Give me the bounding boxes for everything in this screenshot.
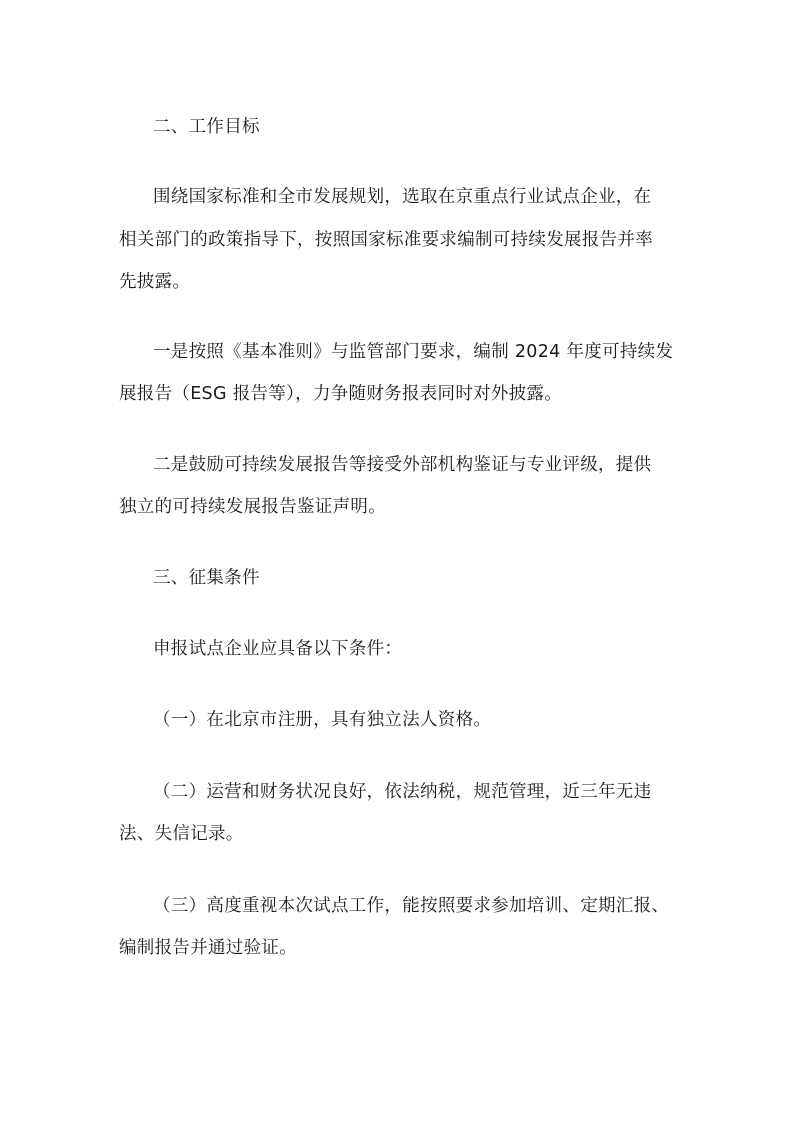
list-item-line: （三）高度重视本次试点工作，能按照要求参加培训、定期汇报、	[153, 896, 670, 916]
list-item-line: 编制报告并通过验证。	[119, 938, 297, 958]
list-item-line: （二）运营和财务状况良好，依法纳税，规范管理，近三年无违	[153, 782, 652, 802]
paragraph-line: 先披露。	[119, 272, 191, 292]
section-heading-work-goals: 二、工作目标	[153, 117, 260, 137]
paragraph-line: 围绕国家标准和全市发展规划，选取在京重点行业试点企业，在	[153, 187, 652, 207]
paragraph-line: 一是按照《基本准则》与监管部门要求，编制 2024 年度可持续发	[153, 342, 674, 362]
paragraph-line: 独立的可持续发展报告鉴证声明。	[119, 497, 386, 517]
list-item-line: （一）在北京市注册，具有独立法人资格。	[153, 710, 492, 730]
list-item-line: 法、失信记录。	[119, 824, 244, 844]
paragraph-line: 展报告（ESG 报告等），力争随财务报表同时对外披露。	[119, 384, 563, 404]
section-heading-collection-conditions: 三、征集条件	[153, 568, 260, 588]
paragraph-line: 二是鼓励可持续发展报告等接受外部机构鉴证与专业评级，提供	[153, 455, 652, 475]
paragraph-line: 申报试点企业应具备以下条件：	[153, 639, 403, 659]
paragraph-line: 相关部门的政策指导下，按照国家标准要求编制可持续发展报告并率	[119, 230, 653, 250]
